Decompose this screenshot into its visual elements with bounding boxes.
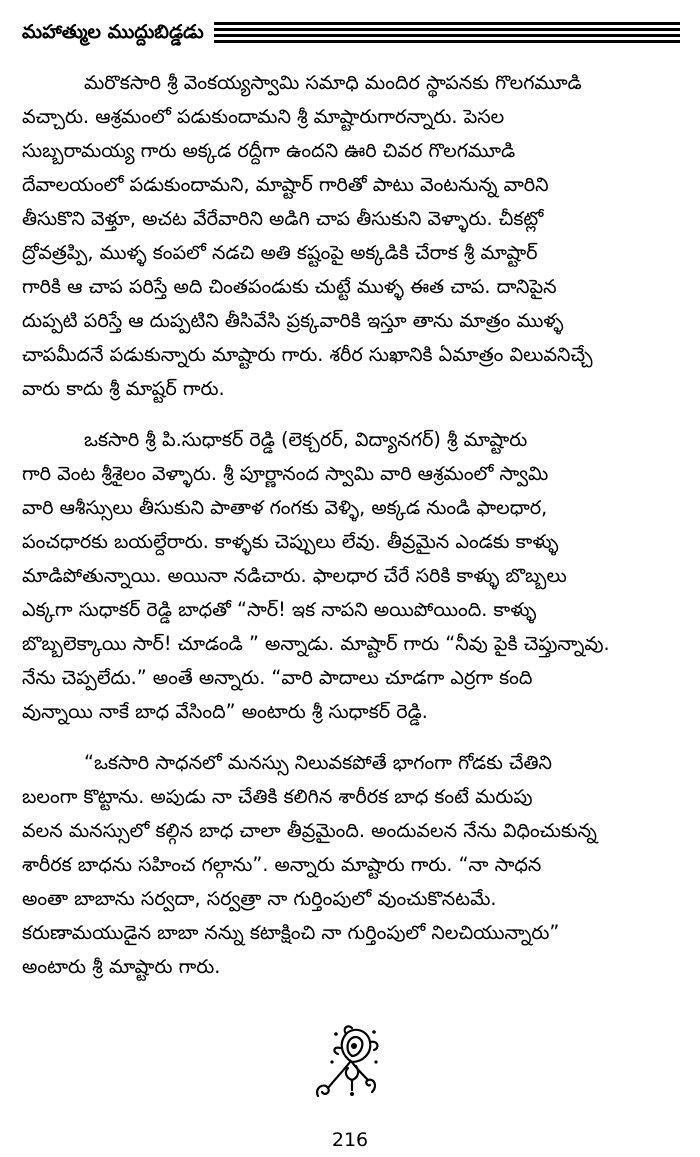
header-rule bbox=[214, 34, 680, 37]
paragraph bbox=[22, 66, 672, 406]
text-line: వారి ఆశీస్సులు తీసుకుని పాతాళ గంగకు వెళ్ళి, అక్కడ నుండి ఫాలధార, bbox=[22, 496, 548, 519]
header-rules bbox=[214, 22, 680, 46]
page-body bbox=[22, 66, 672, 984]
text-line: శారీరక బాధను సహించ గల్గాను”. అన్నారు మాష్టారు గారు. “నా సాధన bbox=[22, 853, 542, 876]
text-line: వున్నాయి నాకే బాధ వేసింది” అంటారు శ్రీ సుధాకర్ రెడ్డి. bbox=[22, 700, 428, 723]
text-line: అంటారు శ్రీ మాష్టారు గారు. bbox=[22, 955, 221, 978]
text-line: చాపమీదనే పడుకున్నారు మాష్టారు గారు. శరీర సుఖానికి ఏమాత్రం విలువనిచ్చే bbox=[22, 343, 593, 366]
text-line: ద్రోవత్రప్పి, ముళ్ళ కంపలో నడచి అతి కష్టంపై అక్కడికి చేరాక శ్రీ మాష్టార్ bbox=[22, 241, 538, 264]
text-line: బొబ్బలెక్కాయి సార్! చూడండి ” అన్నాడు. మాష్టార్ గారు “నీవు పైకి చెప్తున్నావు. bbox=[22, 632, 610, 655]
text-line: గారి వెంట శ్రీశైలం వెళ్ళారు. శ్రీ పూర్ణానంద స్వామి వారి ఆశ్రమంలో స్వామి bbox=[22, 462, 549, 485]
page-number: 216 bbox=[331, 1129, 369, 1151]
text-line: దుప్పటి పరిస్తే ఆ దుప్పటిని తీసివేసి ప్రక్కవారికి ఇస్తూ తాను మాత్రం ముళ్ళ bbox=[22, 309, 564, 332]
text-line: గారికి ఆ చాప పరిస్తే అది చింతపండుకు చుట్టే ముళ్ళ ఈత చాప. దానిపైన bbox=[22, 275, 557, 298]
floral-ornament-svg bbox=[312, 1022, 392, 1106]
text-line: నేను చెప్పలేదు.” అంతే అన్నారు. “వారి పాదాలు చూడగా ఎర్రగా కంది bbox=[22, 666, 533, 689]
text-line: “ఒకసారి సాధనలో మనస్సు నిలువకపోతే భాగంగా గోడకు చేతిని bbox=[84, 751, 553, 774]
header-rule bbox=[214, 40, 680, 43]
text-line: వారు కాదు శ్రీ మాష్టర్ గారు. bbox=[22, 377, 225, 400]
text-line: మరొకసారి శ్రీ వెంకయ్యస్వామి సమాధి మందిర స్థాపనకు గొలగమూడి bbox=[84, 71, 582, 94]
header-rule bbox=[214, 22, 680, 25]
text-line: పంచధారకు బయల్దేరారు. కాళ్ళకు చెప్పులు లేవు. తీవ్రమైన ఎండకు కాళ్ళు bbox=[22, 530, 559, 553]
text-line: మాడిపోతున్నాయి. అయినా నడిచారు. ఫాలధార చేరే సరికి కాళ్ళు బొబ్బలు bbox=[22, 564, 567, 587]
text-line: ఎక్కగా సుధాకర్ రెడ్డి బాధతో “సార్! ఇక నాపని అయిపోయింది. కాళ్ళు bbox=[22, 598, 537, 621]
paragraph bbox=[22, 423, 672, 729]
text-line: ఒకసారి శ్రీ పి.సుధాకర్ రెడ్డి (లెక్చరర్, విద్యానగర్) శ్రీ మాష్టారు bbox=[84, 428, 528, 451]
text-line: వచ్చారు. ఆశ్రమంలో పడుకుందామని శ్రీ మాష్టారుగారన్నారు. పెసల bbox=[22, 105, 505, 128]
text-line: కరుణామయుడైన బాబా నన్ను కటాక్షించి నా గుర్తింపులో నిలచియున్నారు” bbox=[22, 921, 560, 944]
running-header bbox=[20, 18, 680, 52]
text-line: వలన మనస్సులో కల్గిన బాధ చాలా తీవ్రమైంది. అందువలన నేను విధించుకున్న bbox=[22, 819, 597, 842]
header-rule bbox=[214, 28, 680, 31]
book-title: మహాత్ముల ముద్దుబిడ్డడు bbox=[22, 21, 204, 43]
text-line: తీసుకొని వెళ్తూ, అచట వేరేవారిని అడిగి చాప తీసుకుని వెళ్ళారు. చీకట్లో bbox=[22, 207, 544, 230]
paragraph bbox=[22, 746, 672, 984]
text-line: అంతా బాబాను సర్వదా, సర్వత్రా నా గుర్తింపులో వుంచుకొనటమే. bbox=[22, 887, 497, 910]
floral-ornament-icon bbox=[312, 1022, 392, 1106]
text-line: దేవాలయంలో పడుకుందామని, మాష్టార్ గారితో పాటు వెంటనున్న వారిని bbox=[22, 173, 549, 196]
text-line: బలంగా కొట్టాను. అపుడు నా చేతికి కలిగిన శారీరక బాధ కంటే మరుపు bbox=[22, 785, 533, 808]
text-line: సుబ్బరామయ్య గారు అక్కడ రద్దీగా ఉందని ఊరి చివర గొలగమూడి bbox=[22, 139, 516, 162]
